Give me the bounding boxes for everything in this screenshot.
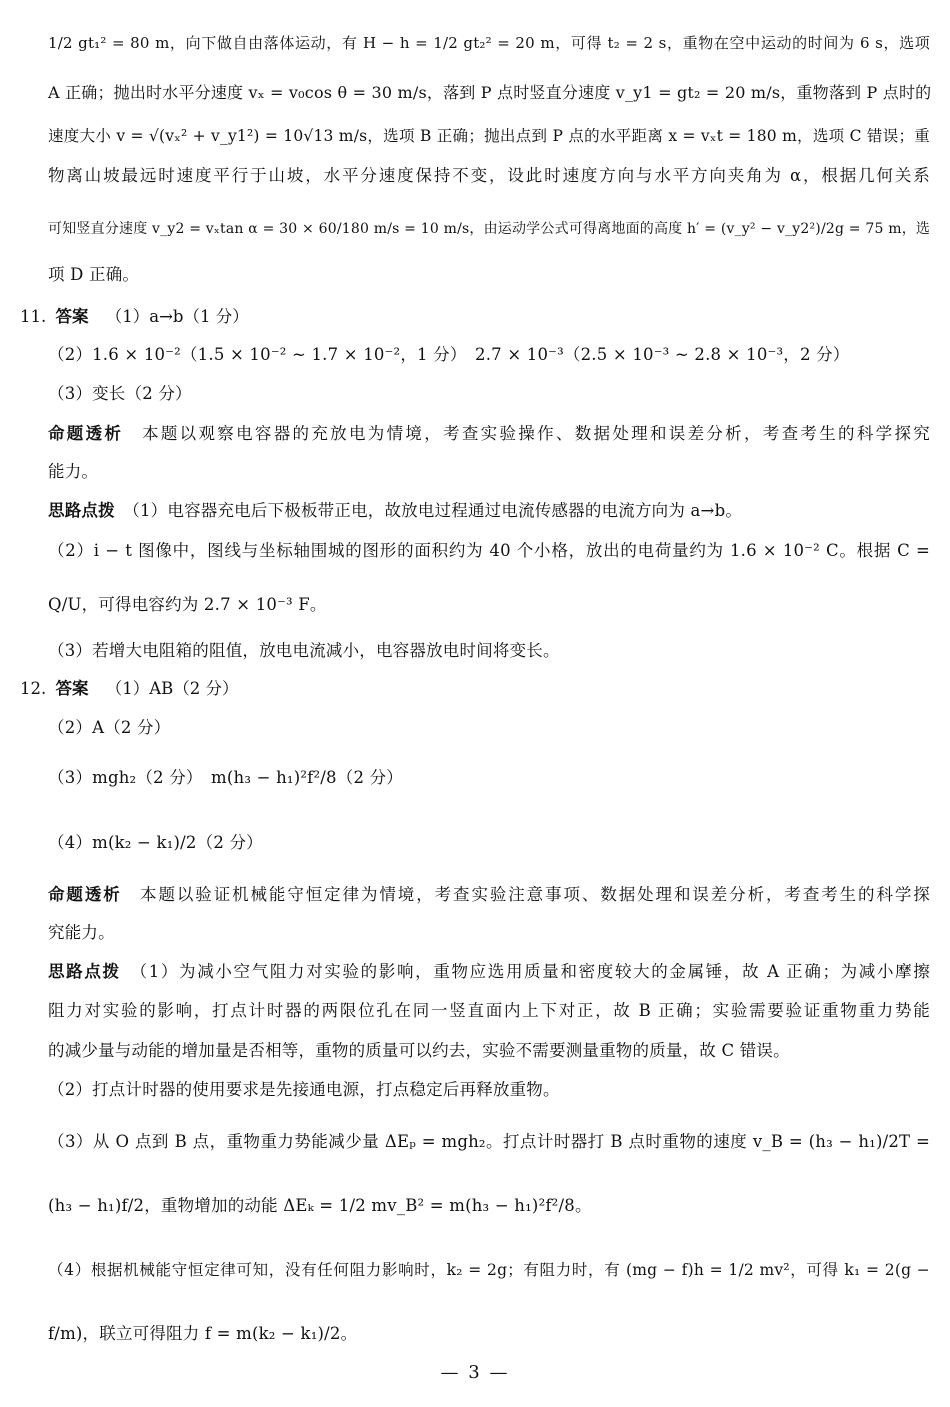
hint-text: （1）电容器充电后下极板带正电，故放电过程通过电流传感器的电流方向为 a→b。 xyxy=(131,501,743,520)
hint-text: （1）为减小空气阻力对实验的影响，重物应选用质量和密度较大的金属锤，故 A 正确；为减小摩擦 xyxy=(138,962,930,981)
paragraph-line: 物离山坡最远时速度平行于山坡，水平分速度保持不变，设此时速度方向与水平方向夹角为 α，根据几何关系 xyxy=(48,166,930,185)
answer-line: （2）1.6 × 10⁻²（1.5 × 10⁻² ~ 1.7 × 10⁻²，1 分） 2.7 × 10⁻³（2.5 × 10⁻³ ~ 2.8 × 10⁻³，2 分） xyxy=(48,345,850,364)
hint-line: f/m)，联立可得阻力 f = m(k₂ − k₁)/2。 xyxy=(48,1324,358,1343)
intent-line xyxy=(48,423,930,445)
hint-line: (h₃ − h₁)f/2，重物增加的动能 ΔEₖ = 1/2 mv_B² = m(h₃ − h₁)²f²/8。 xyxy=(48,1196,592,1215)
hint-line: Q/U，可得电容约为 2.7 × 10⁻³ F。 xyxy=(48,595,327,614)
hint-line: 的减少量与动能的增加量是否相等，重物的质量可以约去，实验不需要测量重物的质量，故 C 错误。 xyxy=(48,1041,790,1060)
answer-line: （1）AB（2 分） xyxy=(105,679,239,698)
intent-label: 命题透析 xyxy=(48,885,122,904)
hint-line: （2）i − t 图像中，图线与坐标轴围城的图形的面积约为 40 个小格，放出的电荷量约为 1.6 × 10⁻² C。根据 C = xyxy=(48,541,930,560)
answer-line: （1）a→b（1 分） xyxy=(105,307,249,326)
intent-text: 本题以观察电容器的充放电为情境，考查实验操作、数据处理和误差分析，考查考生的科学探究 xyxy=(142,424,930,443)
answer-label: 答案 xyxy=(55,679,89,698)
hint-line: 阻力对实验的影响，打点计时器的两限位孔在同一竖直面内上下对正，故 B 正确；实验需要验证重物重力势能 xyxy=(48,1001,930,1020)
intent-line: 究能力。 xyxy=(48,923,115,942)
paragraph-line: 速度大小 v = √(vₓ² + v_y1²) = 10√13 m/s，选项 B 正确；抛出点到 P 点的水平距离 x = vₓt = 180 m，选项 C 错误；重 xyxy=(48,127,930,145)
answer-label: 答案 xyxy=(55,307,89,326)
paragraph-line: 可知竖直分速度 v_y2 = vₓtan α = 30 × 60/180 m/s = 10 m/s，由运动学公式可得离地面的高度 h′ = (v_y² − v_y2²)/2g = 75 m，选 xyxy=(48,221,931,237)
question-number: 11. xyxy=(20,307,47,326)
hint-line xyxy=(48,500,930,522)
question-12 xyxy=(20,678,239,700)
hint-line: （3）从 O 点到 B 点，重物重力势能减少量 ΔEₚ = mgh₂。打点计时器打 B 点时重物的速度 v_B = (h₃ − h₁)/2T = xyxy=(48,1132,930,1151)
intent-line: 能力。 xyxy=(48,462,99,481)
hint-line xyxy=(48,961,930,983)
answer-line: （2）A（2 分） xyxy=(48,718,171,737)
hint-line: （3）若增大电阻箱的阻值，放电电流减小，电容器放电时间将变长。 xyxy=(48,641,560,660)
question-number: 12. xyxy=(20,679,47,698)
intent-text: 本题以验证机械能守恒定律为情境，考查实验注意事项、数据处理和误差分析，考查考生的科学探 xyxy=(140,885,930,904)
paragraph-line: 项 D 正确。 xyxy=(48,265,140,284)
hint-label: 思路点拨 xyxy=(48,962,121,981)
question-11 xyxy=(20,306,249,328)
page-number: — 3 — xyxy=(440,1362,510,1383)
intent-label: 命题透析 xyxy=(48,424,124,443)
hint-label: 思路点拨 xyxy=(48,501,115,520)
hint-line: （2）打点计时器的使用要求是先接通电源，打点稳定后再释放重物。 xyxy=(48,1080,560,1099)
answer-line: （3）mgh₂（2 分） m(h₃ − h₁)²f²/8（2 分） xyxy=(48,768,403,787)
paragraph-line: 1/2 gt₁² = 80 m，向下做自由落体运动，有 H − h = 1/2 gt₂² = 20 m，可得 t₂ = 2 s，重物在空中运动的时间为 6 s，选项 xyxy=(48,34,930,52)
answer-line: （4）m(k₂ − k₁)/2（2 分） xyxy=(48,833,263,852)
answer-line: （3）变长（2 分） xyxy=(48,384,192,403)
paragraph-line: A 正确；抛出时水平分速度 vₓ = v₀cos θ = 30 m/s，落到 P 点时竖直分速度 v_y1 = gt₂ = 20 m/s，重物落到 P 点时的 xyxy=(48,83,932,102)
intent-line xyxy=(48,884,930,906)
hint-line: （4）根据机械能守恒定律可知，没有任何阻力影响时，k₂ = 2g；有阻力时，有 (mg − f)h = 1/2 mv²，可得 k₁ = 2(g − xyxy=(48,1261,930,1279)
